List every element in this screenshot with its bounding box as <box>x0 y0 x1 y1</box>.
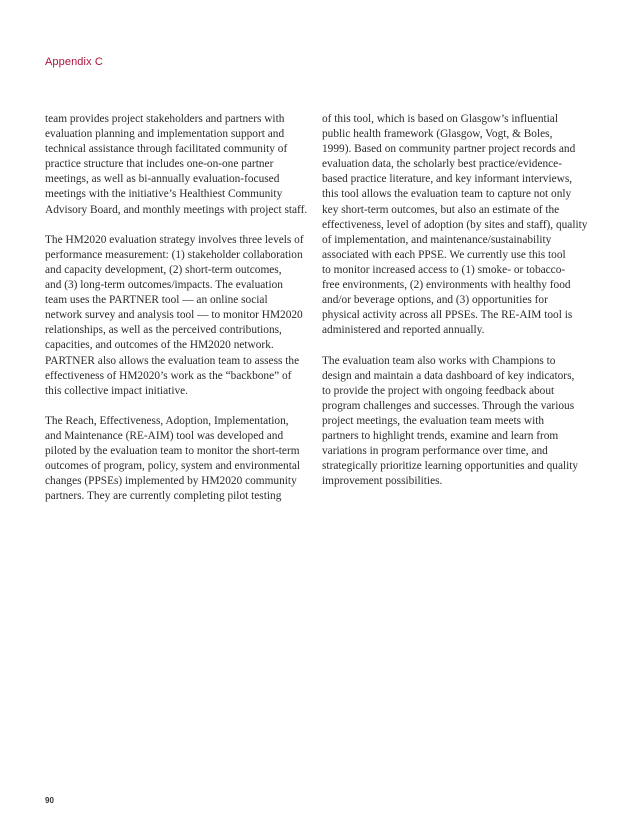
text-line: team uses the PARTNER tool — an online social <box>45 294 268 307</box>
text-line: of this tool, which is based on Glasgow’s influential <box>322 113 558 125</box>
text-line: practice structure that includes one-on-one partner <box>45 158 274 171</box>
body-paragraph <box>322 112 586 338</box>
text-line: meetings with the initiative’s Healthiest Community <box>45 188 283 201</box>
text-line: network survey and analysis tool — to monitor HM2020 <box>45 309 303 322</box>
text-line: physical activity across all PPSEs. The RE-AIM tool is <box>322 309 573 322</box>
text-line: outcomes of program, policy, system and environmental <box>45 460 301 473</box>
text-line: and capacity development, (2) short-term outcomes, <box>45 263 282 276</box>
text-line: associated with each PPSE. We currently use this tool <box>322 248 566 261</box>
text-line: effectiveness, level of adoption (by sites and staff), quality <box>322 218 588 231</box>
text-line: program challenges and successes. Through the various <box>322 399 575 412</box>
body-paragraph <box>45 414 309 505</box>
text-line: partners. They are currently completing pilot testing <box>45 490 282 503</box>
left-column <box>45 112 309 520</box>
text-line: design and maintain a data dashboard of key indicators, <box>322 369 575 382</box>
text-line: relationships, as well as the perceived contributions, <box>45 324 282 337</box>
text-line: Advisory Board, and monthly meetings with project staff. <box>45 203 308 216</box>
text-line: meetings, as well as bi-annually evaluation-focused <box>45 173 280 186</box>
text-line: free environments, (2) environments with healthy food <box>322 279 571 292</box>
page-number: 90 <box>45 796 54 805</box>
section-header: Appendix C <box>45 56 103 68</box>
text-line: public health framework (Glasgow, Vogt, & Boles, <box>322 128 553 141</box>
text-line: capacities, and outcomes of the HM2020 network. <box>45 339 274 352</box>
text-line: PARTNER also allows the evaluation team to assess the <box>45 354 300 367</box>
text-line: and (3) long-term outcomes/impacts. The evaluation <box>45 279 283 292</box>
text-line: and Maintenance (RE-AIM) tool was developed and <box>45 429 284 442</box>
right-column <box>322 112 586 504</box>
text-line: to monitor increased access to (1) smoke- or tobacco- <box>322 263 566 276</box>
text-line: changes (PPSEs) implemented by HM2020 community <box>45 475 297 488</box>
text-line: this collective impact initiative. <box>45 384 189 397</box>
text-line: improvement possibilities. <box>322 475 443 488</box>
text-line: The HM2020 evaluation strategy involves three levels of <box>45 233 304 246</box>
text-line: to provide the project with ongoing feedback about <box>322 384 555 397</box>
text-line: based practice literature, and key informant interviews, <box>322 173 573 186</box>
text-line: key short-term outcomes, but also an estimate of the <box>322 203 560 216</box>
text-line: piloted by the evaluation team to monitor the short-term <box>45 445 300 458</box>
text-line: evaluation data, the scholarly best practice/evidence- <box>322 158 562 171</box>
text-line: project meetings, the evaluation team meets with <box>322 414 545 427</box>
text-line: of implementation, and maintenance/sustainability <box>322 233 552 246</box>
text-line: partners to highlight trends, examine and learn from <box>322 429 559 442</box>
text-line: The evaluation team also works with Champions to <box>322 354 556 367</box>
text-line: and/or beverage options, and (3) opportunities for <box>322 294 548 307</box>
text-line: variations in program performance over time, and <box>322 445 548 458</box>
text-line: administered and reported annually. <box>322 324 485 337</box>
text-line: effectiveness of HM2020’s work as the “backbone” of <box>45 369 292 382</box>
body-paragraph <box>45 233 309 399</box>
text-line: 1999). Based on community partner project records and <box>322 143 576 156</box>
text-line: strategically prioritize learning opportunities and quality <box>322 460 579 473</box>
text-line: team provides project stakeholders and partners with <box>45 113 285 125</box>
text-line: performance measurement: (1) stakeholder collaboration <box>45 248 303 261</box>
text-line: this tool allows the evaluation team to capture not only <box>322 188 572 201</box>
text-line: The Reach, Effectiveness, Adoption, Implementation, <box>45 414 289 427</box>
body-paragraph <box>322 354 586 490</box>
text-line: evaluation planning and implementation support and <box>45 128 285 141</box>
text-line: technical assistance through facilitated community of <box>45 143 288 156</box>
body-paragraph <box>45 112 309 218</box>
